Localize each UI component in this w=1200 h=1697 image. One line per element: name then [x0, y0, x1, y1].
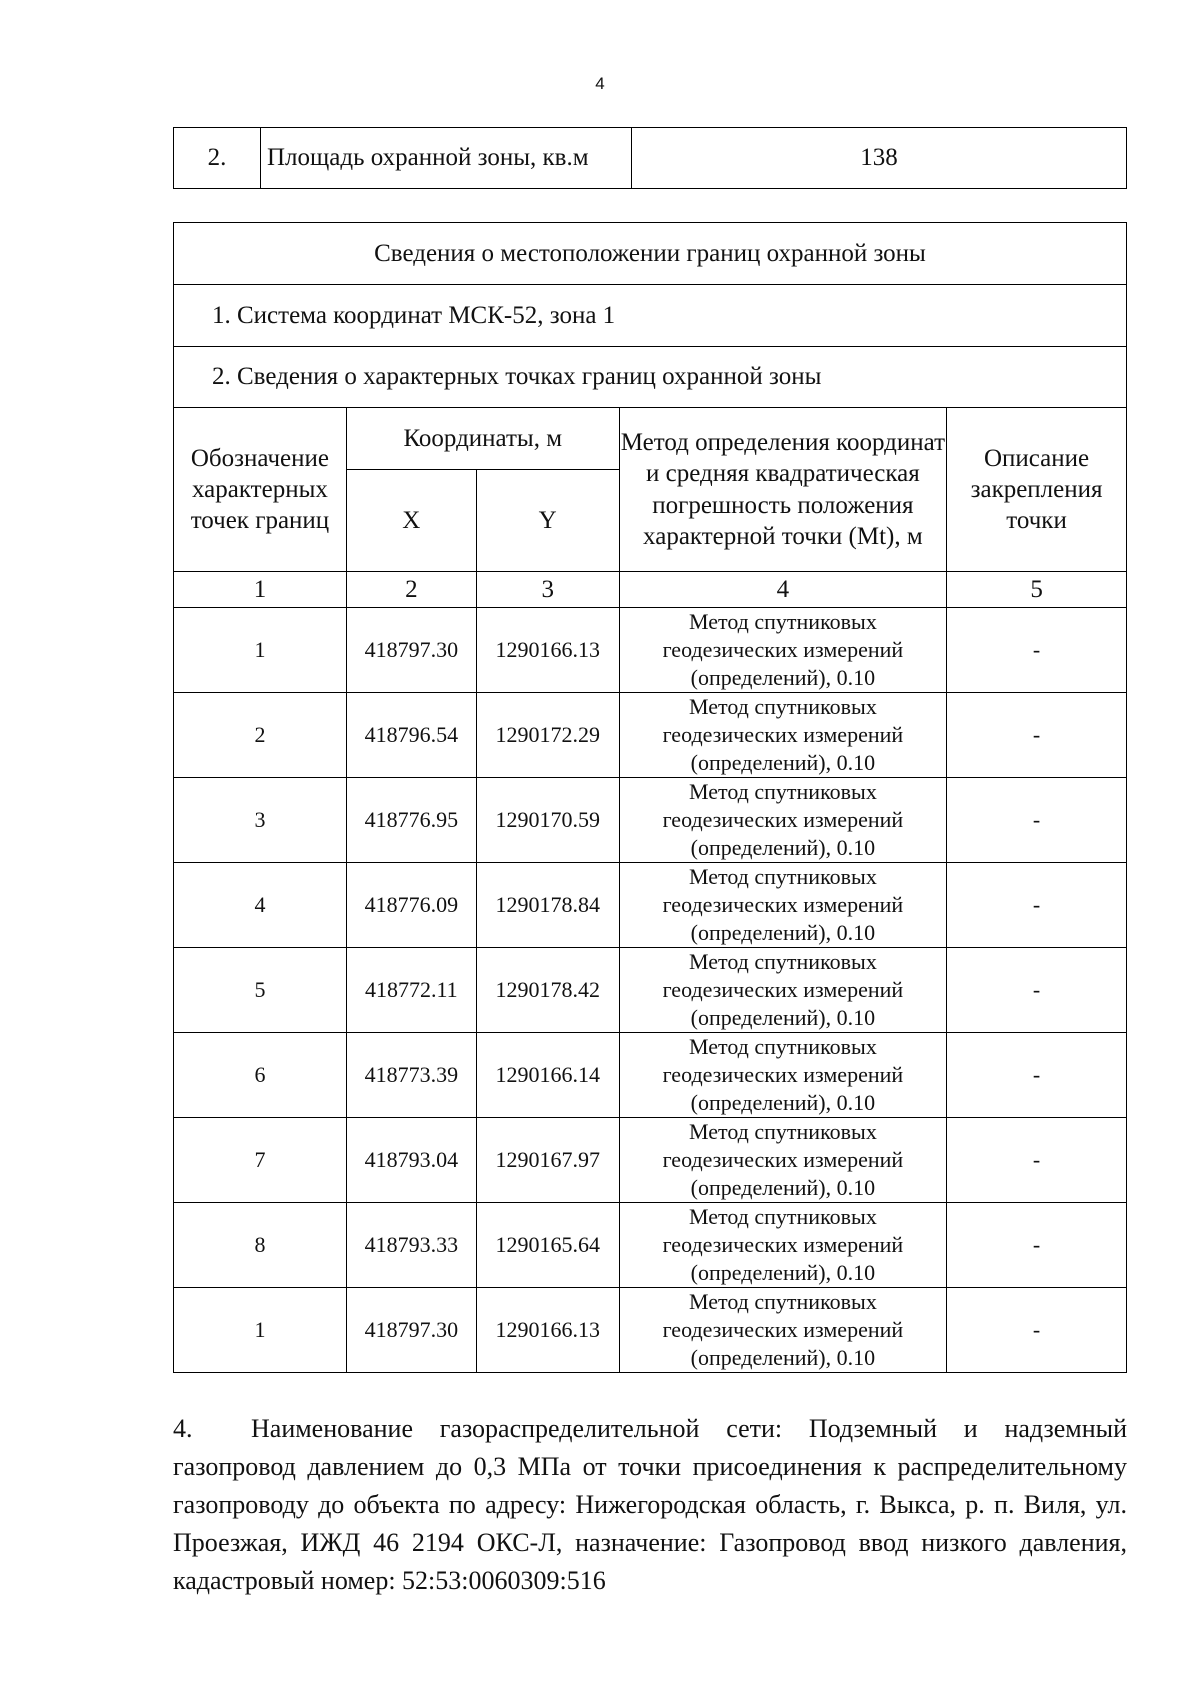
point-method: Метод спутниковых геодезических измерений (определений), 0.10 — [619, 1203, 946, 1288]
header-coordinates: Координаты, м — [346, 408, 619, 470]
boundary-table-title: Сведения о местоположении границ охранной зоны — [174, 223, 1127, 285]
point-method: Метод спутниковых геодезических измерений (определений), 0.10 — [619, 948, 946, 1033]
header-y: Y — [476, 470, 619, 572]
point-x: 418793.33 — [346, 1203, 476, 1288]
area-table — [173, 127, 1127, 189]
point-description: - — [947, 608, 1127, 693]
point-number: 1 — [174, 608, 347, 693]
area-row-label: Площадь охранной зоны, кв.м — [261, 128, 632, 189]
point-number: 2 — [174, 693, 347, 778]
point-method: Метод спутниковых геодезических измерений (определений), 0.10 — [619, 608, 946, 693]
paragraph-text: Наименование газораспределительной сети: Подземный и надземный газопровод давлением до 0,3 МПа от точки присоединения к распределительному газопроводу до объекта по адресу: Нижегородская область, г. Выкса, р. п. Виля, ул. Проезжая, ИЖД 46 2194 ОКС-Л, назначение: Газопровод ввод низкого давления, кадастровый номер: 52:53:0060309:516 — [173, 1414, 1127, 1595]
header-designation: Обозначение характерных точек границ — [174, 408, 347, 572]
area-row-number: 2. — [174, 128, 261, 189]
point-method: Метод спутниковых геодезических измерений (определений), 0.10 — [619, 1118, 946, 1203]
point-x: 418772.11 — [346, 948, 476, 1033]
point-y: 1290178.84 — [476, 863, 619, 948]
point-y: 1290167.97 — [476, 1118, 619, 1203]
point-x: 418773.39 — [346, 1033, 476, 1118]
column-number: 3 — [476, 572, 619, 608]
table-row — [174, 1033, 1127, 1118]
point-method: Метод спутниковых геодезических измерений (определений), 0.10 — [619, 1288, 946, 1373]
table-row — [174, 1203, 1127, 1288]
header-description: Описание закрепления точки — [947, 408, 1127, 572]
points-section-title: 2. Сведения о характерных точках границ охранной зоны — [174, 347, 1127, 408]
column-number: 1 — [174, 572, 347, 608]
point-method: Метод спутниковых геодезических измерений (определений), 0.10 — [619, 693, 946, 778]
column-number: 2 — [346, 572, 476, 608]
area-row-value: 138 — [632, 128, 1127, 189]
point-method: Метод спутниковых геодезических измерений (определений), 0.10 — [619, 778, 946, 863]
point-y: 1290166.13 — [476, 608, 619, 693]
boundary-table — [173, 222, 1127, 1373]
table-row — [174, 948, 1127, 1033]
point-y: 1290166.13 — [476, 1288, 619, 1373]
paragraph-number: 4. — [173, 1414, 193, 1443]
point-description: - — [947, 778, 1127, 863]
point-description: - — [947, 948, 1127, 1033]
network-description-paragraph — [173, 1410, 1127, 1600]
point-x: 418776.95 — [346, 778, 476, 863]
point-x: 418776.09 — [346, 863, 476, 948]
point-description: - — [947, 693, 1127, 778]
point-description: - — [947, 1288, 1127, 1373]
table-row — [174, 1118, 1127, 1203]
point-number: 6 — [174, 1033, 347, 1118]
page-number: 4 — [595, 74, 605, 93]
point-number: 5 — [174, 948, 347, 1033]
point-y: 1290170.59 — [476, 778, 619, 863]
point-x: 418793.04 — [346, 1118, 476, 1203]
table-row — [174, 693, 1127, 778]
point-y: 1290166.14 — [476, 1033, 619, 1118]
point-number: 7 — [174, 1118, 347, 1203]
header-method: Метод определения координат и средняя квадратическая погрешность положения характерной точки (Mt), м — [619, 408, 946, 572]
table-row — [174, 863, 1127, 948]
point-number: 4 — [174, 863, 347, 948]
header-x: X — [346, 470, 476, 572]
point-number: 3 — [174, 778, 347, 863]
column-number: 4 — [619, 572, 946, 608]
point-description: - — [947, 863, 1127, 948]
table-row — [174, 608, 1127, 693]
point-description: - — [947, 1033, 1127, 1118]
point-y: 1290178.42 — [476, 948, 619, 1033]
point-x: 418797.30 — [346, 1288, 476, 1373]
point-number: 1 — [174, 1288, 347, 1373]
point-method: Метод спутниковых геодезических измерений (определений), 0.10 — [619, 1033, 946, 1118]
point-description: - — [947, 1203, 1127, 1288]
area-row — [174, 128, 1127, 189]
point-method: Метод спутниковых геодезических измерений (определений), 0.10 — [619, 863, 946, 948]
point-y: 1290172.29 — [476, 693, 619, 778]
column-numbers-row — [174, 572, 1127, 608]
point-x: 418796.54 — [346, 693, 476, 778]
column-number: 5 — [947, 572, 1127, 608]
point-y: 1290165.64 — [476, 1203, 619, 1288]
point-number: 8 — [174, 1203, 347, 1288]
coordinate-system: 1. Система координат МСК-52, зона 1 — [174, 285, 1127, 347]
point-description: - — [947, 1118, 1127, 1203]
table-row — [174, 1288, 1127, 1373]
point-x: 418797.30 — [346, 608, 476, 693]
table-row — [174, 778, 1127, 863]
